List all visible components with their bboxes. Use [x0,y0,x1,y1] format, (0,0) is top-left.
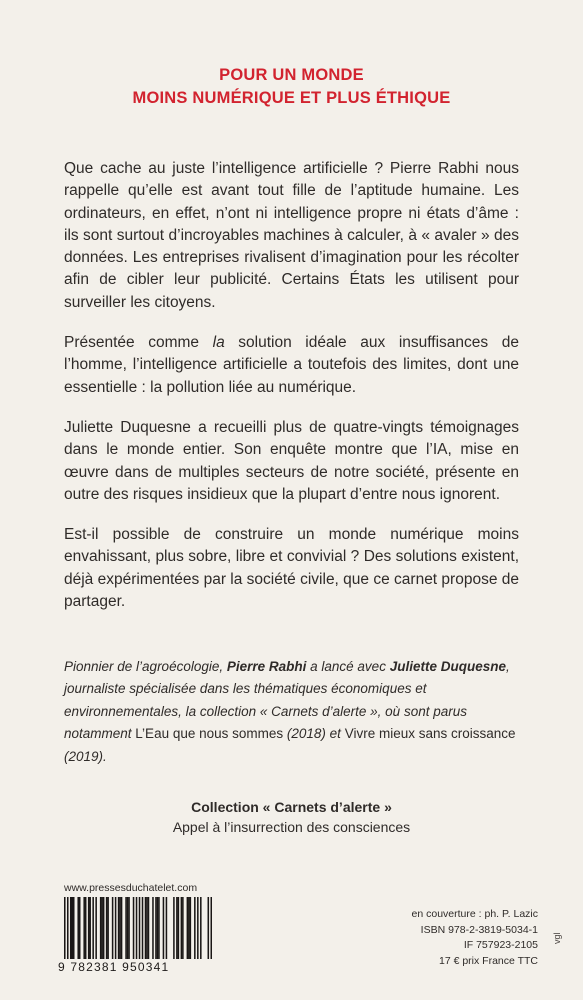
barcode-bar [71,897,73,959]
author-name-pierre-rabhi: Pierre Rabhi [226,659,307,674]
collection-block [0,797,583,837]
barcode-bar [89,897,91,959]
publisher-website: www.pressesduchatelet.com [64,882,198,894]
barcode-bar [187,897,189,959]
barcode-bar [176,897,178,959]
barcode-bar [157,897,159,959]
barcode-bar [200,897,202,959]
paragraph-2-end: solution idéale aux insuffisances de l’homme, l’intelligence artificielle a toutefois des limites, dont une essentielle : la pollution liée au numérique. [64,334,519,396]
barcode-bar [106,897,108,959]
authors-note [64,656,524,768]
barcode-bar [194,897,196,959]
barcode-bar [173,897,175,959]
barcode-bar [95,897,97,959]
authors-note-text-5: (2019). [64,748,107,764]
barcode-bar [103,897,105,959]
barcode-bar [85,897,87,959]
barcode-bar [155,897,157,959]
barcode-bar [70,897,72,959]
authors-note-text-2: a lancé avec [306,659,390,674]
if-code: IF 757923-2105 [463,939,538,951]
barcode-bar [190,897,192,959]
back-cover-title [0,64,583,110]
barcode-bar [133,897,135,959]
collection-name: Collection « Carnets d’alerte » [191,799,392,815]
barcode-bar [83,897,85,959]
blurb-paragraph-3: Juliette Duquesne a recueilli plus de quatre-vingts témoignages dans le monde entier. Son enquête montre que l’IA, mise en œuvre dans de multiples secteurs de notre société, présente en outre des risques insidieux que la plupart d’entre nous ignorent. [64,418,519,503]
barcode-bar [107,897,109,959]
blurb [64,158,519,631]
barcode-bar [188,897,190,959]
cover-credit: en couverture : ph. P. Lazic [411,908,538,920]
authors-note-text-1: Pionnier de l’agroécologie, [64,659,227,674]
isbn-number: ISBN 978-2-3819-5034-1 [420,923,538,936]
barcode-bar [181,897,183,959]
barcode-bar [208,897,210,959]
barcode-bar [125,897,127,959]
barcode-digits: 9 782381 950341 [58,960,170,974]
paragraph-2-emphasis: la [212,334,225,352]
barcode-bar [112,897,114,959]
authors-note-text-4: (2018) et [283,726,345,742]
barcode-bar [163,897,165,959]
authors-note-text-3: , journaliste spécialisée dans les thématiques économiques et environnementales, la collection « Carnets d’alerte », où sont parus notamment [64,659,510,742]
barcode-bar [88,897,90,959]
barcode-bar [197,897,199,959]
barcode-bar [158,897,160,959]
barcode-bar [127,897,129,959]
book-title-1: L’Eau que nous sommes [135,726,284,742]
collection-tagline: Appel à l’insurrection des consciences [172,819,411,835]
blurb-paragraph-2 [64,332,519,399]
blurb-paragraph-1: Que cache au juste l’intelligence artificielle ? Pierre Rabhi nous rappelle qu’elle est avant tout fille de l’aptitude humaine. Les ordinateurs, en effet, n’ont ni intelligence propre ni états d’âme : ils sont surtout d’incroyables machines à calculer, à « avaler » des données. Les entreprises rivalisent d’imagination pour les récolter afin de cibler leur publicité. Certains États les utilisent pour surveiller les citoyens. [64,160,519,311]
credits-block [412,907,538,969]
barcode-bar [182,897,184,959]
barcode-bar [136,897,138,959]
barcode-bar [142,897,144,959]
isbn-barcode [64,897,212,959]
vertical-code: vgl [552,932,562,944]
barcode-bar [77,897,79,959]
author-name-juliette-duquesne: Juliette Duquesne [389,659,506,674]
barcode-bar [128,897,130,959]
barcode-bar [118,897,120,959]
barcode-bar [64,897,66,959]
barcode-bar [100,897,102,959]
barcode-bar [92,897,94,959]
barcode-bar [79,897,81,959]
blurb-paragraph-4: Est-il possible de construire un monde numérique moins envahissant, plus sobre, libre et convivial ? Des solutions existent, déjà expérimentées par la société civile, que ce carnet propose de partager. [64,526,519,611]
price: 17 € prix France TTC [438,954,538,967]
barcode-bar [211,897,212,959]
barcode-bar [119,897,121,959]
book-title-2: Vivre mieux sans croissance [344,726,516,742]
barcode-bar [73,897,75,959]
barcode-bar [148,897,150,959]
barcode-bar [145,897,147,959]
barcode-bar [152,897,154,959]
paragraph-2-start: Présentée comme [64,334,213,352]
title-line-1: POUR UN MONDE [219,66,364,84]
title-line-2: MOINS NUMÉRIQUE ET PLUS ÉTHIQUE [132,89,451,107]
barcode-bar [166,897,168,959]
barcode-bar [146,897,148,959]
barcode-graphic [64,897,212,959]
barcode-bar [178,897,180,959]
barcode-bar [101,897,103,959]
barcode-bar [67,897,69,959]
barcode-bar [139,897,141,959]
barcode-bar [115,897,117,959]
barcode-bar [121,897,123,959]
